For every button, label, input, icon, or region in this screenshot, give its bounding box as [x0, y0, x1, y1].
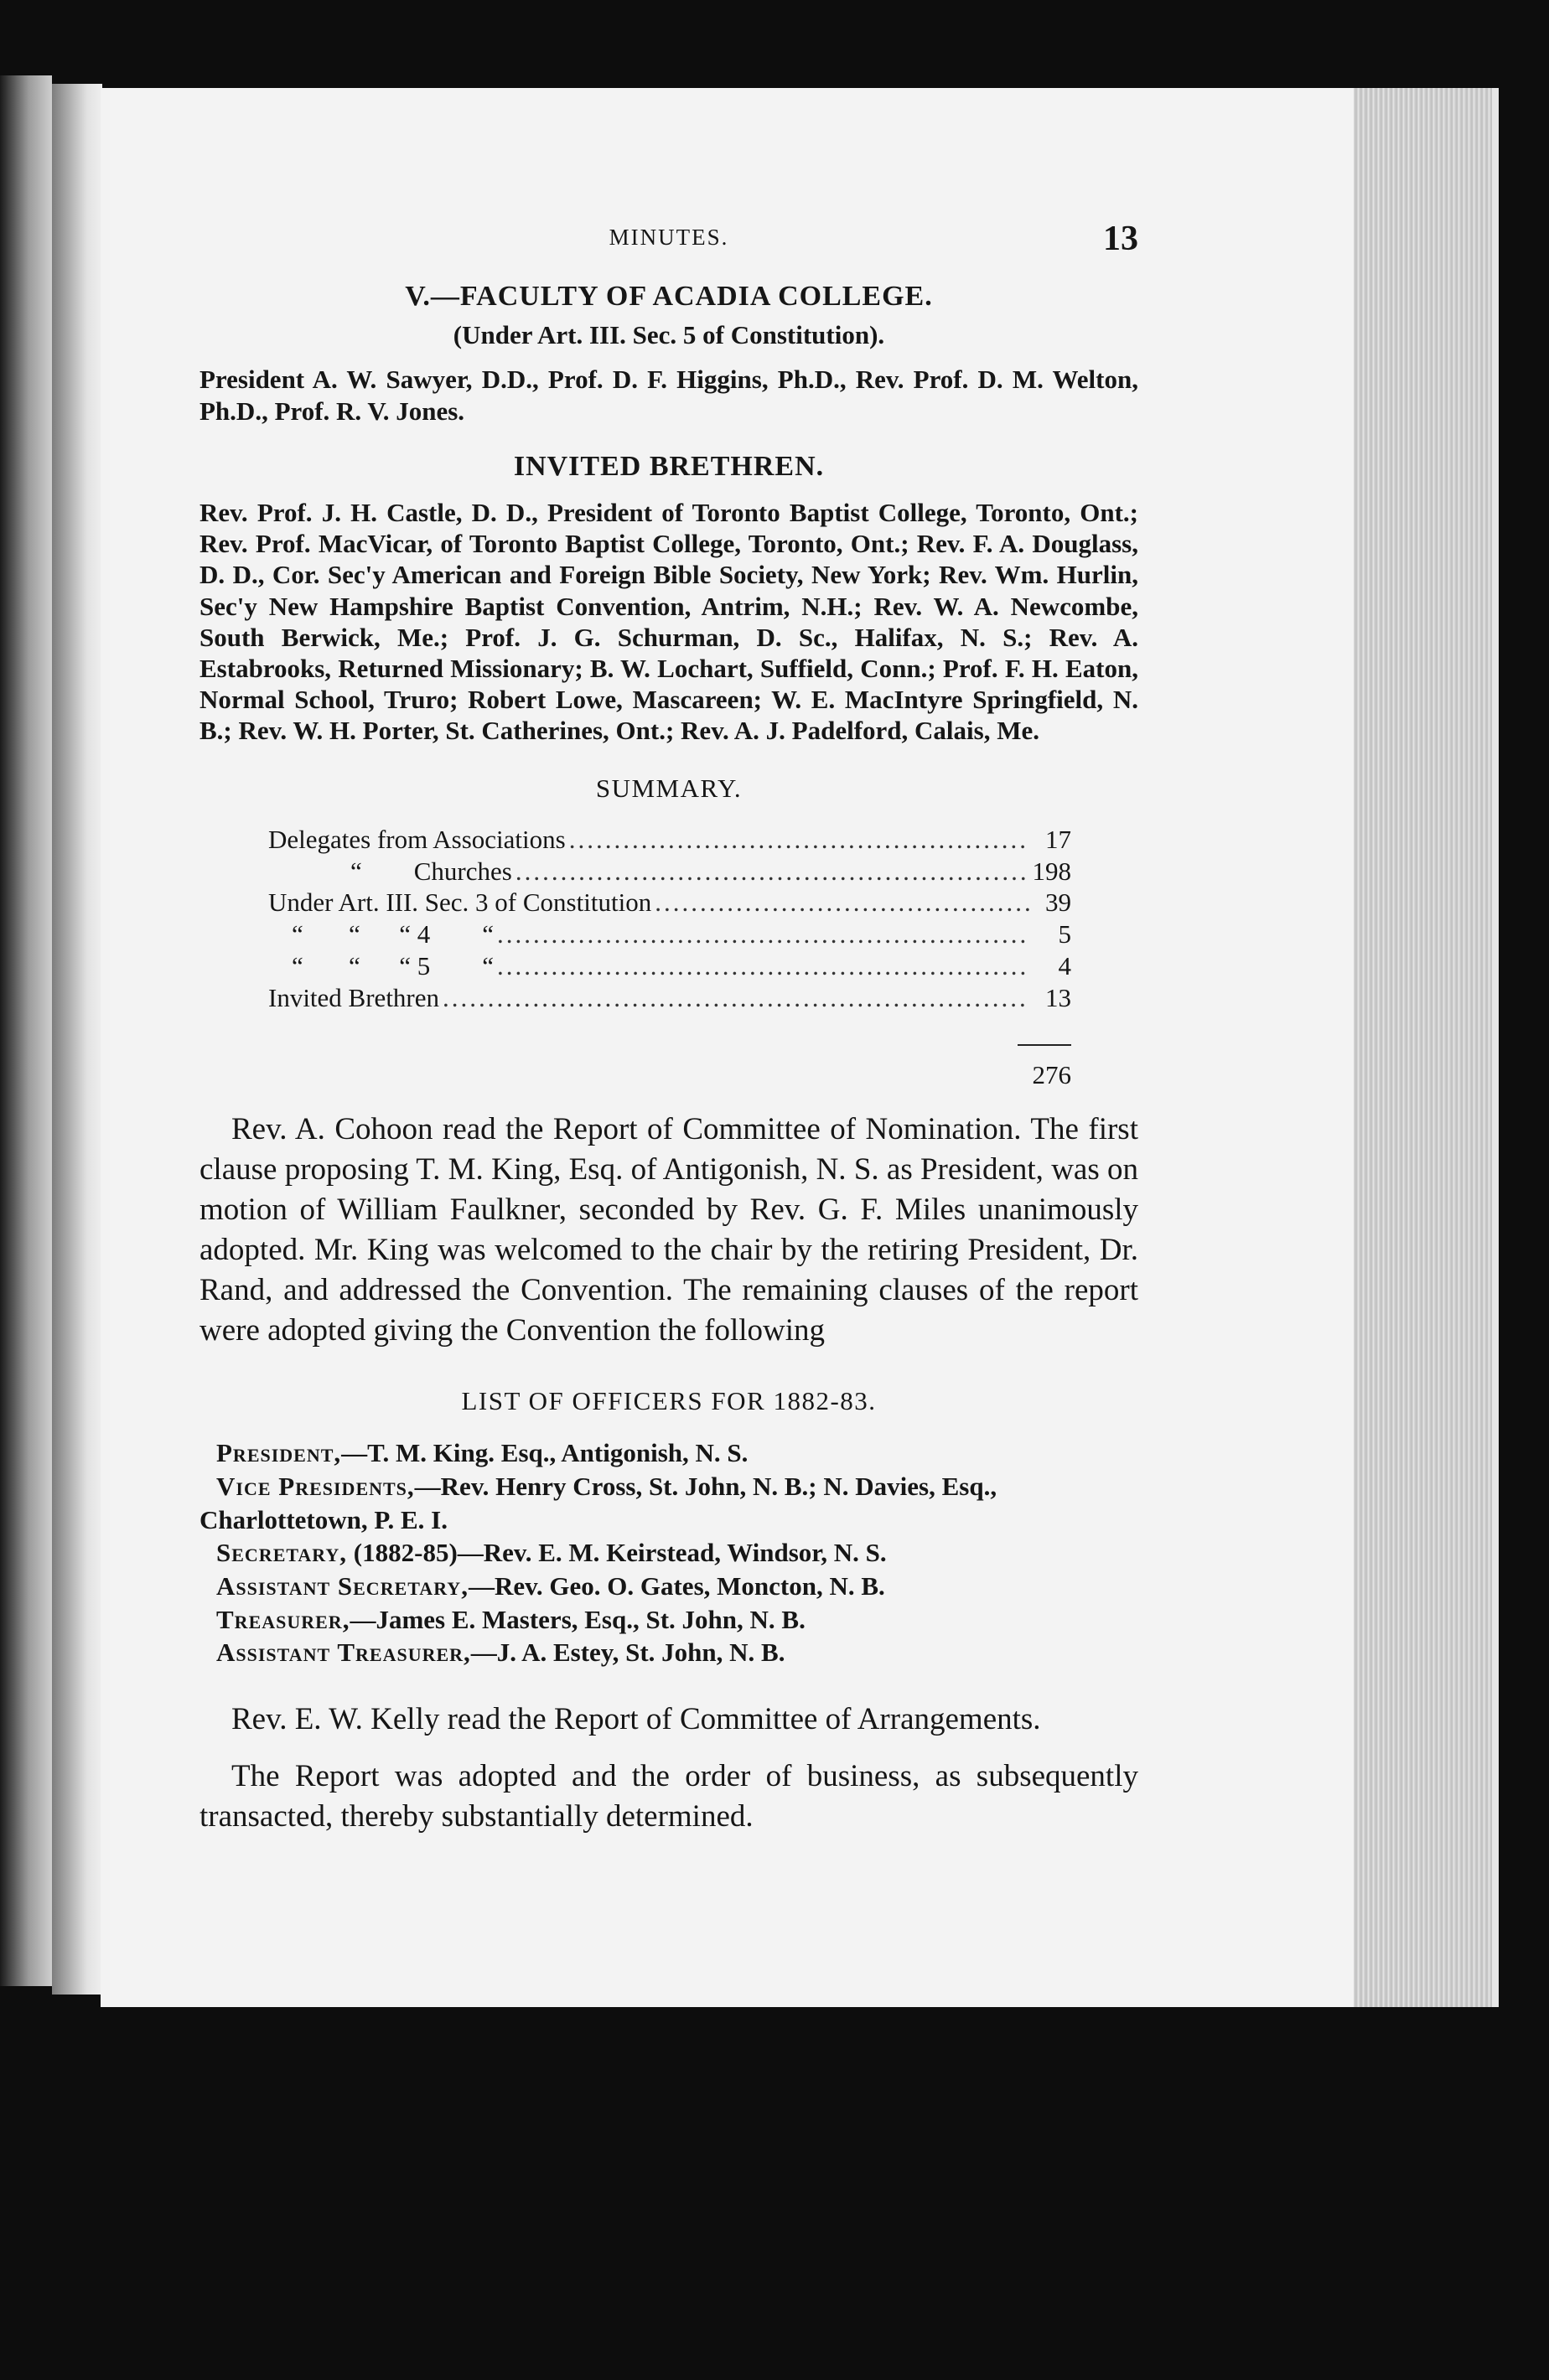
leader-dots — [443, 982, 1029, 1014]
summary-label: Delegates from Associations — [268, 824, 566, 854]
page-text — [199, 216, 1138, 1837]
faculty-subheading: (Under Art. III. Sec. 5 of Constitution). — [453, 320, 885, 350]
page-fore-edge — [1354, 88, 1499, 2007]
officer-text: —J. A. Estey, St. John, N. B. — [470, 1638, 785, 1668]
faculty-heading: V.—FACULTY OF ACADIA COLLEGE. — [405, 281, 933, 312]
summary-value: 198 — [1032, 856, 1071, 886]
invited-heading: INVITED BRETHREN. — [513, 450, 825, 482]
officer-entry — [199, 1536, 1138, 1570]
officer-text: (1882-85)—Rev. E. M. Keirstead, Windsor, N. S. — [347, 1538, 887, 1568]
summary-row — [267, 824, 1071, 856]
running-head-title: MINUTES. — [609, 225, 729, 250]
summary-value: 39 — [1045, 887, 1071, 918]
leader-dots — [655, 887, 1029, 918]
leader-dots — [569, 824, 1029, 856]
officer-text: —Rev. Geo. O. Gates, Moncton, N. B. — [468, 1571, 885, 1601]
summary-value: 4 — [1058, 951, 1071, 981]
summary-table — [267, 824, 1071, 1014]
adopted-paragraph: The Report was adopted and the order of business, as subsequently transacted, thereby substantially determined. — [199, 1759, 1138, 1834]
officer-text: —Rev. Henry Cross, St. John, N. B.; N. Davies, Esq., Charlottetown, P. E. I. — [199, 1472, 997, 1534]
summary-label: “ “ “ 5 “ — [292, 951, 495, 981]
officer-entry — [199, 1636, 1138, 1669]
total-rule — [1018, 1044, 1071, 1046]
officer-entry — [199, 1436, 1138, 1470]
summary-heading: SUMMARY. — [595, 773, 743, 803]
officer-title: President, — [216, 1438, 342, 1468]
officer-entry — [199, 1603, 1138, 1637]
officer-title: Assistant Treasurer, — [216, 1638, 471, 1668]
officer-entry — [199, 1470, 1138, 1536]
page-number: 13 — [1103, 220, 1138, 258]
page-gutter — [52, 84, 102, 1995]
officer-title: Vice Presidents, — [216, 1472, 415, 1502]
summary-total: 276 — [1032, 1060, 1071, 1090]
officers-list — [199, 1436, 1138, 1669]
summary-row — [267, 918, 1071, 950]
summary-label: “ Churches — [350, 856, 512, 886]
summary-row — [267, 887, 1071, 918]
summary-label: Under Art. III. Sec. 3 of Constitution — [268, 887, 652, 918]
book-spine-edge — [0, 75, 52, 1986]
officer-title: Secretary, — [216, 1538, 348, 1568]
summary-label: “ “ “ 4 “ — [292, 919, 495, 949]
summary-value: 17 — [1045, 824, 1071, 854]
summary-row — [267, 982, 1071, 1014]
summary-label: Invited Brethren — [268, 982, 440, 1012]
officers-heading: LIST OF OFFICERS FOR 1882-83. — [461, 1386, 877, 1416]
running-head — [199, 216, 1138, 263]
summary-value: 13 — [1045, 982, 1071, 1012]
summary-row — [267, 856, 1071, 887]
nomination-paragraph: Rev. A. Cohoon read the Report of Committee of Nomination. The first clause proposing T. M. King, Esq. of Antigonish, N. S. as President, was on motion of William Faulkner, seconded by Rev. G. F. Miles unanimously adopted. Mr. King was welcomed to the chair by the retiring President, Dr. Rand, and addressed the Convention. The remaining clauses of the report were adopted giving the Convention the following — [199, 1111, 1138, 1348]
officer-entry — [199, 1570, 1138, 1603]
officer-text: —T. M. King. Esq., Antigonish, N. S. — [341, 1438, 749, 1468]
summary-row — [267, 950, 1071, 982]
officer-title: Assistant Secretary, — [216, 1571, 469, 1601]
officer-text: —James E. Masters, Esq., St. John, N. B. — [350, 1604, 806, 1634]
leader-dots — [515, 856, 1029, 887]
summary-total-block — [267, 1017, 1071, 1093]
officer-title: Treasurer, — [216, 1604, 350, 1634]
summary-value: 5 — [1058, 919, 1071, 949]
invited-text: Rev. Prof. J. H. Castle, D. D., President of Toronto Baptist College, Toronto, Ont.; Rev. Prof. MacVicar, of Toronto Baptist College, Toronto, Ont.; Rev. F. A. Douglass, D. D., Cor. Sec'y American and Foreign Bible Society, New York; Rev. Wm. Hurlin, Sec'y New Hampshire Baptist Convention, Antrim, N.H.; Rev. W. A. Newcombe, South Berwick, Me.; Prof. J. G. Schurman, D. Sc., Halifax, N. S.; Rev. A. Estabrooks, Returned Missionary; B. W. Lochart, Suffield, Conn.; Prof. F. H. Eaton, Normal School, Truro; Robert Lowe, Mascareen; W. E. MacIntyre Springfield, N. B.; Rev. W. H. Porter, St. Catherines, Ont.; Rev. A. J. Padelford, Calais, Me. — [199, 498, 1138, 746]
faculty-text: President A. W. Sawyer, D.D., Prof. D. F. Higgins, Ph.D., Rev. Prof. D. M. Welton, Ph.D., Prof. R. V. Jones. — [199, 365, 1138, 426]
leader-dots — [497, 950, 1029, 982]
arrangements-paragraph: Rev. E. W. Kelly read the Report of Committee of Arrangements. — [231, 1702, 1041, 1737]
leader-dots — [497, 918, 1029, 950]
